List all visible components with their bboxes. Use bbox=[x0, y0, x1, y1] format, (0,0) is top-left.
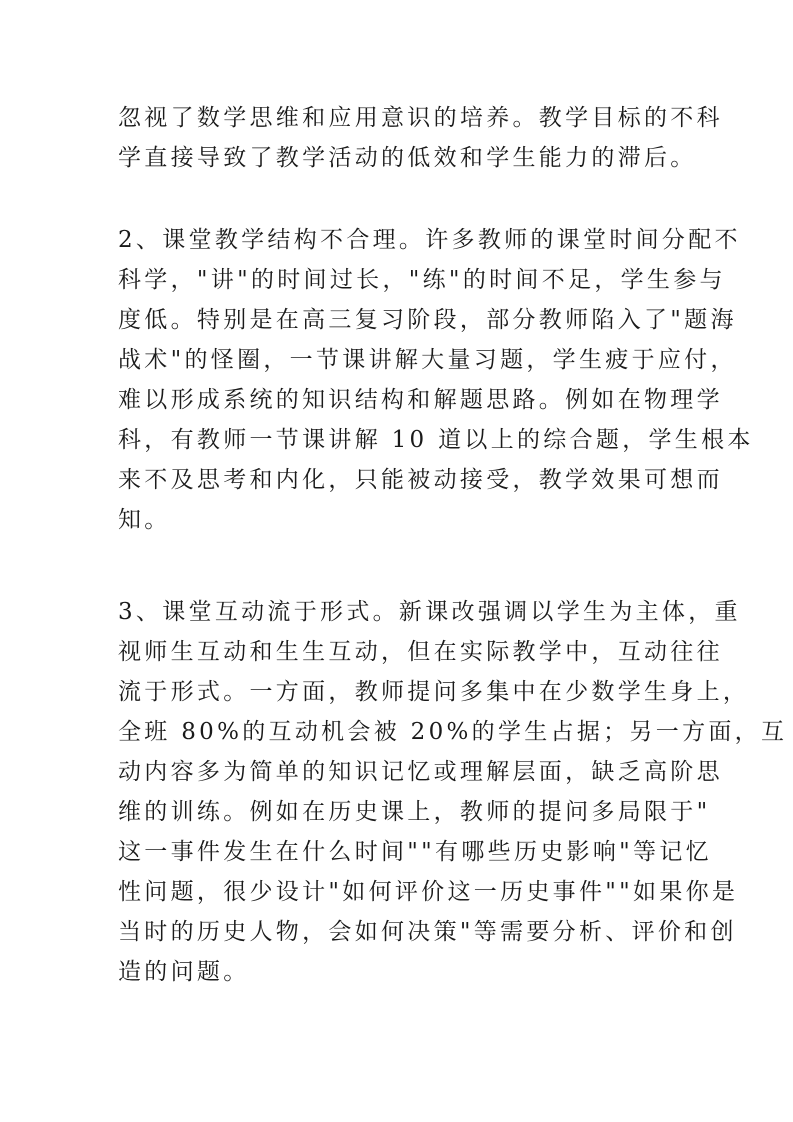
text-line: 难以形成系统的知识结构和解题思路。例如在物理学 bbox=[118, 387, 723, 413]
text-line: 性问题，很少设计"如何评价这一历史事件""如果你是 bbox=[118, 879, 739, 905]
text-line: 流于形式。一方面，教师提问多集中在少数学生身上， bbox=[118, 679, 750, 705]
text-line: 知。 bbox=[118, 507, 171, 533]
text-line: 当时的历史人物，会如何决策"等需要分析、评价和创 bbox=[118, 919, 737, 945]
text-line: 造的问题。 bbox=[118, 959, 250, 985]
text-line: 学直接导致了教学活动的低效和学生能力的滞后。 bbox=[118, 145, 697, 171]
text-line: 全班 80%的互动机会被 20%的学生占据；另一方面，互 bbox=[118, 719, 788, 745]
text-line: 2、课堂教学结构不合理。许多教师的课堂时间分配不 bbox=[118, 227, 741, 253]
text-line: 科，有教师一节课讲解 10 道以上的综合题，学生根本 bbox=[118, 427, 754, 453]
text-line: 动内容多为简单的知识记忆或理解层面，缺乏高阶思 bbox=[118, 759, 723, 785]
text-line: 视师生互动和生生互动，但在实际教学中，互动往往 bbox=[118, 639, 723, 665]
text-line: 度低。特别是在高三复习阶段，部分教师陷入了"题海 bbox=[118, 307, 737, 333]
text-line: 来不及思考和内化，只能被动接受，教学效果可想而 bbox=[118, 467, 723, 493]
text-line: 战术"的怪圈，一节课讲解大量习题，学生疲于应付， bbox=[118, 347, 737, 373]
text-line: 维的训练。例如在历史课上，教师的提问多局限于" bbox=[118, 799, 711, 825]
text-line: 科学，"讲"的时间过长，"练"的时间不足，学生参与 bbox=[118, 267, 726, 293]
text-line: 忽视了数学思维和应用意识的培养。教学目标的不科 bbox=[118, 105, 723, 131]
text-line: 3、课堂互动流于形式。新课改强调以学生为主体，重 bbox=[118, 599, 741, 625]
text-line: 这一事件发生在什么时间""有哪些历史影响"等记忆 bbox=[118, 839, 712, 865]
